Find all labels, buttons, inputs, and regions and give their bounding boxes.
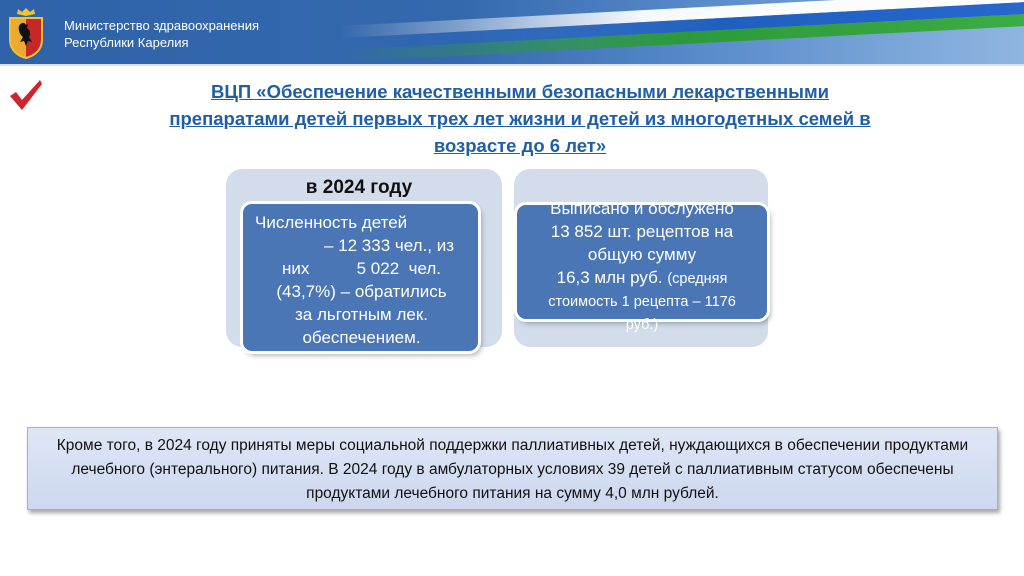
rx-line-6: руб.) — [625, 317, 659, 333]
children-line-6: обеспечением. — [302, 328, 421, 347]
rx-total: 16,3 млн руб. — [556, 268, 663, 287]
checkmark-icon — [8, 78, 44, 112]
rx-line-1: Выписано и обслужено — [550, 199, 734, 218]
title-line-3: возрасте до 6 лет» — [433, 135, 607, 156]
rx-line-4 — [521, 266, 763, 291]
header-divider — [0, 64, 1024, 66]
rx-avg-note: (средняя — [667, 271, 728, 287]
org-line-2: Республики Карелия — [64, 35, 189, 50]
rx-line-3: общую сумму — [587, 245, 697, 264]
children-line-4: (43,7%) – обратились — [276, 282, 447, 301]
header-band — [0, 0, 1024, 66]
children-count-box — [243, 204, 478, 351]
prescriptions-box — [517, 199, 767, 333]
left-panel-heading: в 2024 году — [305, 177, 413, 198]
organization-name — [64, 17, 259, 51]
title-line-2: препаратами детей первых трех лет жизни и детей из многодетных семей в — [169, 108, 871, 129]
children-line-3: них 5 022 чел. — [282, 259, 441, 278]
rx-line-2: 13 852 шт. рецептов на — [550, 222, 734, 241]
slide-title — [80, 78, 960, 159]
children-line-1: Численность детей — [255, 213, 408, 232]
title-line-1: ВЦП «Обеспечение качественными безопасными лекарственными — [210, 81, 830, 102]
children-line-5: за льготным лек. — [295, 305, 428, 324]
coat-of-arms-icon — [4, 6, 48, 60]
rx-line-5: стоимость 1 рецепта – 1176 — [548, 294, 736, 310]
org-line-1: Министерство здравоохранения — [64, 18, 259, 33]
children-line-2: – 12 333 чел., из — [323, 236, 454, 255]
palliative-note: Кроме того, в 2024 году приняты меры социальной поддержки паллиативных детей, нуждающихся в обеспечении продуктами лечебного (энтерального) питания. В 2024 году в амбулаторных условиях 39 детей с паллиативным статусом обеспечены продуктами лечебного питания на сумму 4,0 млн рублей. — [27, 427, 998, 510]
